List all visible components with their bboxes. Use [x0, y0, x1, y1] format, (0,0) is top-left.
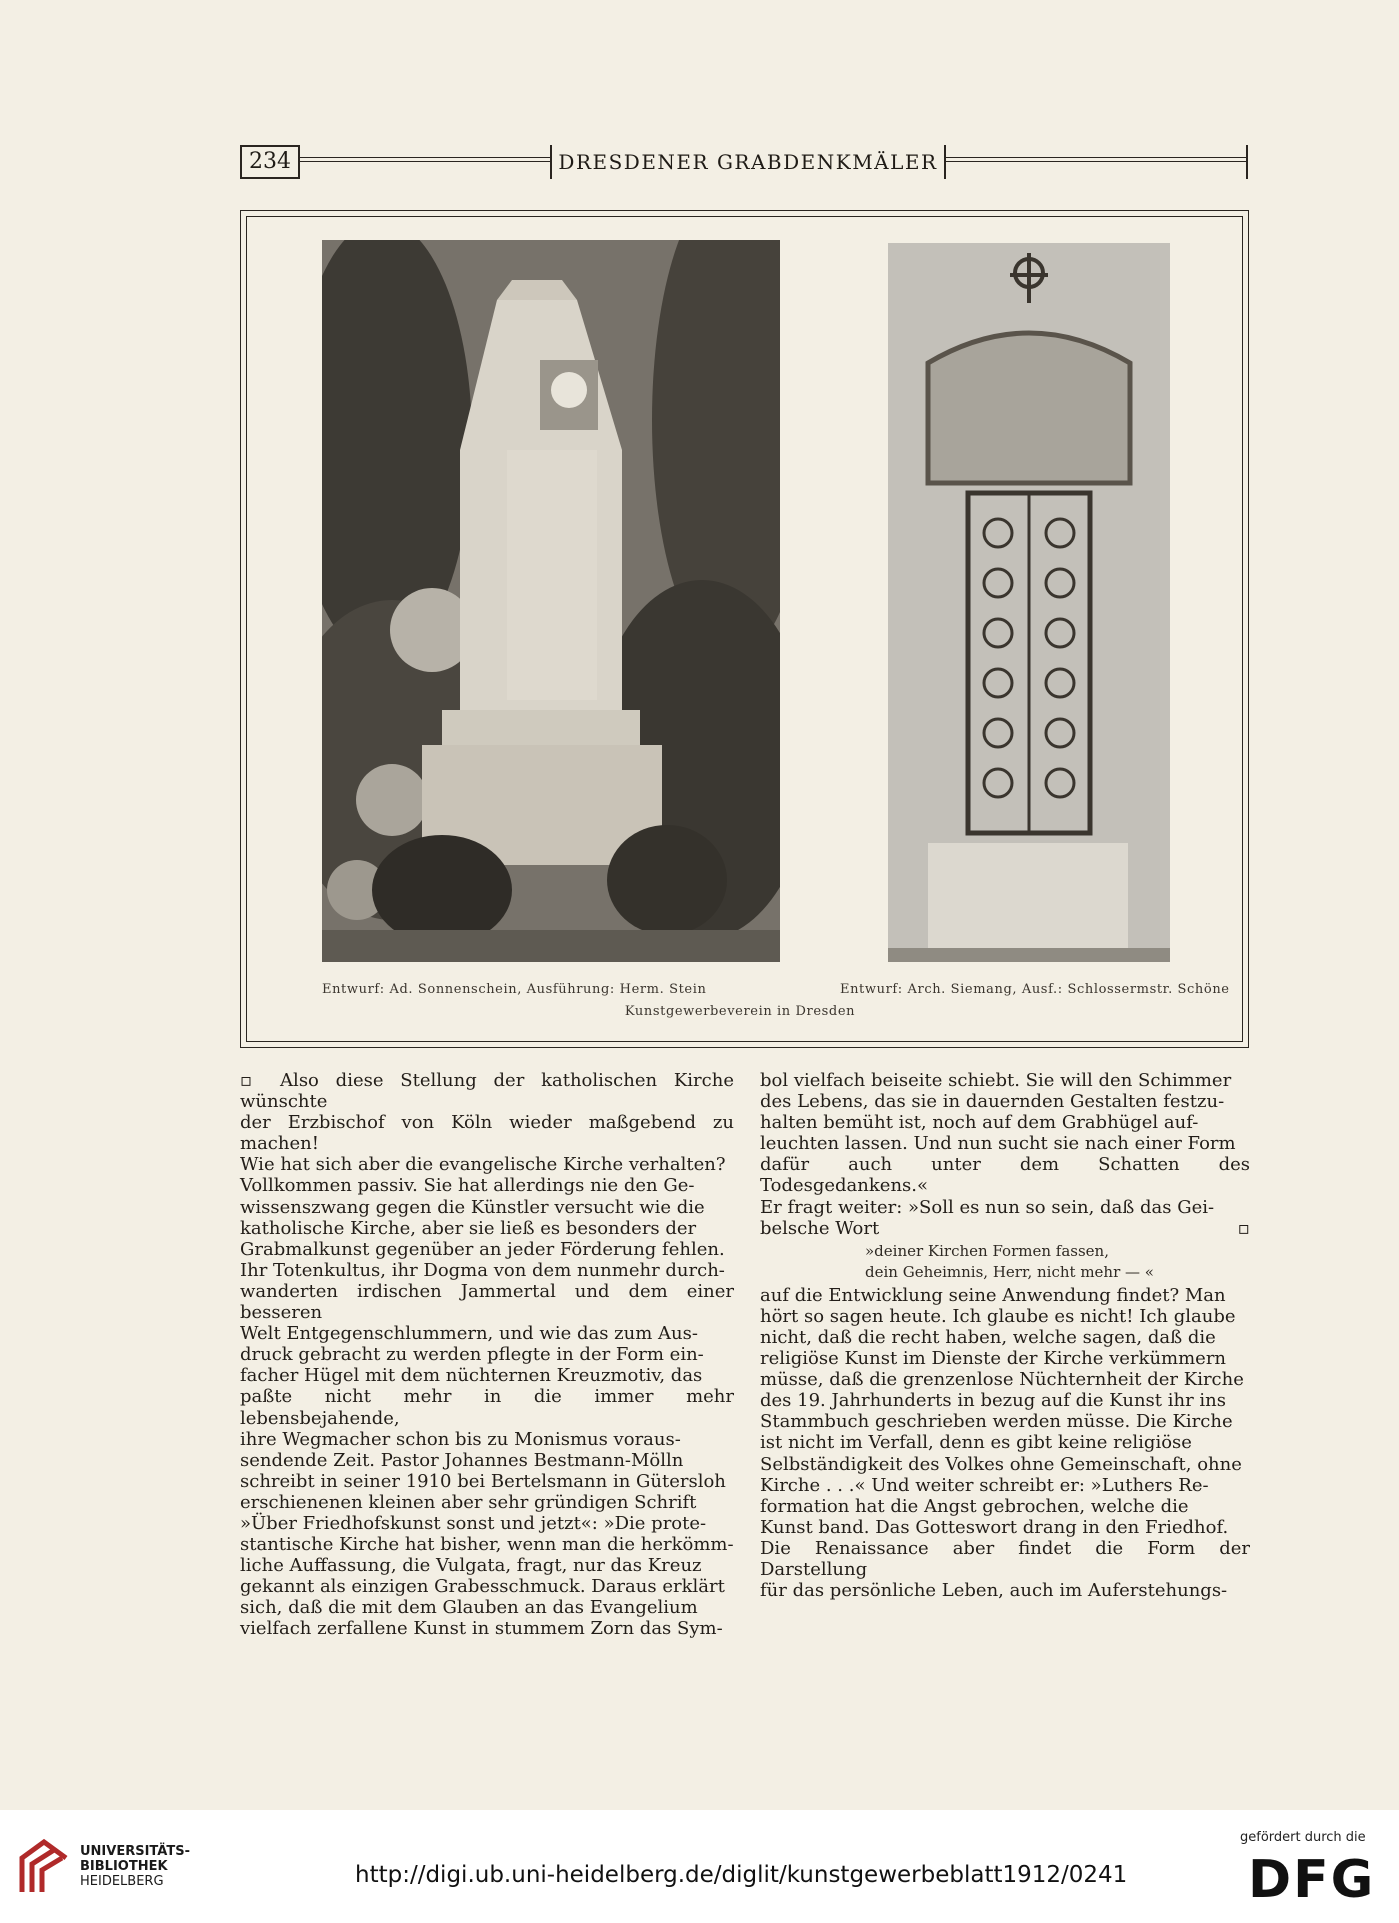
text-line: hört so sagen heute. Ich glaube es nicht! Ich glaube — [760, 1305, 1236, 1327]
page-number: 234 — [240, 145, 300, 179]
permalink-url[interactable]: http://digi.ub.uni-heidelberg.de/diglit/kunstgewerbeblatt1912/0241 — [355, 1862, 1128, 1888]
text-line: wissenszwang gegen die Künstler versucht wie die — [240, 1196, 705, 1218]
text-line: der Erzbischof von Köln wieder maßgebend zu machen! — [240, 1112, 734, 1155]
text-line: liche Auffassung, die Vulgata, fragt, nur das Kreuz — [240, 1555, 702, 1577]
funded-by-label: gefördert durch die — [1240, 1830, 1366, 1845]
text-line: erschienenen kleinen aber sehr gründigen Schrift — [240, 1491, 697, 1513]
text-line: für das persönliche Leben, auch im Auferstehungs- — [760, 1580, 1228, 1602]
iron-marker-illustration — [888, 243, 1170, 962]
text-line: ihre Wegmacher schon bis zu Monismus voraus- — [240, 1428, 681, 1450]
text-line: Grabmalkunst gegenüber an jeder Förderung fehlen. — [240, 1238, 725, 1260]
header-end-bar — [1246, 145, 1248, 179]
caption-right: Entwurf: Arch. Siemang, Ausf.: Schlossermstr. Schöne — [840, 982, 1230, 997]
text-line: Kirche . . .« Und weiter schreibt er: »Luthers Re- — [760, 1474, 1209, 1496]
text-line: druck gebracht zu werden pflegte in der Form ein- — [240, 1344, 704, 1366]
text-line: Selbständigkeit des Volkes ohne Gemeinschaft, ohne — [760, 1453, 1242, 1475]
text-line: Wie hat sich aber die evangelische Kirche verhalten? — [240, 1154, 726, 1176]
text-line: Stammbuch geschrieben werden müsse. Die Kirche — [760, 1411, 1233, 1433]
text-line: paßte nicht mehr in die immer mehr lebensbejahende, — [240, 1386, 734, 1429]
text-line: Er fragt weiter: »Soll es nun so sein, daß das Gei- — [760, 1196, 1215, 1218]
library-line: BIBLIOTHEK — [80, 1859, 168, 1874]
header-rule-left — [300, 157, 550, 162]
text-line: dafür auch unter dem Schatten des Todesgedankens.« — [760, 1154, 1250, 1197]
text-line: des Lebens, das sie in dauernden Gestalten festzu- — [760, 1091, 1225, 1113]
header-rule-right — [946, 157, 1248, 162]
library-name — [80, 1844, 190, 1889]
text-line: gekannt als einzigen Grabesschmuck. Daraus erklärt — [240, 1576, 725, 1598]
text-line: Kunst band. Das Gotteswort drang in den Friedhof. — [760, 1516, 1229, 1538]
university-library-logo-icon — [18, 1838, 70, 1896]
text-line: formation hat die Angst gebrochen, welche die — [760, 1495, 1189, 1517]
text-line: Die Renaissance aber findet die Form der Darstellung — [760, 1537, 1250, 1580]
text-line: sendende Zeit. Pastor Johannes Bestmann-Mölln — [240, 1449, 684, 1471]
text-column-left — [240, 1070, 734, 1640]
text-line: auf die Entwicklung seine Anwendung findet? Man — [760, 1284, 1226, 1306]
running-header — [240, 145, 1248, 179]
library-line: UNIVERSITÄTS- — [80, 1844, 190, 1859]
text-line: facher Hügel mit dem nüchternen Kreuzmotiv, das — [240, 1365, 703, 1387]
text-line: »Über Friedhofskunst sonst und jetzt«: »Die prote- — [240, 1512, 707, 1534]
running-title: DRESDENER GRABDENKMÄLER — [550, 145, 946, 179]
quote-line: »deiner Kirchen Formen fassen, — [865, 1241, 1109, 1260]
dfg-logo: DFG — [1248, 1850, 1376, 1910]
text-line: stantische Kirche hat bisher, wenn man die herkömm- — [240, 1534, 734, 1556]
text-line: vielfach zerfallene Kunst in stummem Zorn das Sym- — [240, 1618, 723, 1640]
caption-left: Entwurf: Ad. Sonnenschein, Ausführung: Herm. Stein — [322, 982, 707, 997]
photo-iron-grave-marker — [888, 243, 1170, 962]
caption-center: Kunstgewerbeverein in Dresden — [624, 1004, 856, 1019]
text-line: halten bemüht ist, noch auf dem Grabhügel auf- — [760, 1112, 1199, 1134]
text-line: wanderten irdischen Jammertal und dem einer besseren — [240, 1280, 734, 1324]
text-column-right — [760, 1070, 1250, 1601]
text-line: des 19. Jahrhunderts in bezug auf die Kunst ihr ins — [760, 1390, 1226, 1412]
text-line: religiöse Kunst im Dienste der Kirche verkümmern — [760, 1348, 1227, 1370]
text-line — [760, 1218, 1250, 1239]
text-line: katholische Kirche, aber sie ließ es besonders der — [240, 1217, 697, 1239]
text-line: schreibt in seiner 1910 bei Bertelsmann in Gütersloh — [240, 1470, 726, 1492]
text-line: bol vielfach beiseite schiebt. Sie will den Schimmer — [760, 1070, 1232, 1091]
verse-quote — [760, 1241, 1250, 1283]
text-line: müsse, daß die grenzenlose Nüchternheit der Kirche — [760, 1369, 1244, 1391]
text-line: sich, daß die mit dem Glauben an das Evangelium — [240, 1597, 698, 1619]
quote-line: dein Geheimnis, Herr, nicht mehr — « — [865, 1262, 1154, 1281]
text-line: leuchten lassen. Und nun sucht sie nach einer Form — [760, 1133, 1236, 1155]
text-line: ▫ Also diese Stellung der katholischen Kirche wünschte — [240, 1070, 734, 1113]
text-span: belsche Wort — [760, 1217, 880, 1239]
text-line: Vollkommen passiv. Sie hat allerdings nie den Ge- — [240, 1175, 695, 1197]
paragraph-square-mark: ▫ — [1237, 1217, 1250, 1239]
photo-gravestone-stein — [322, 240, 780, 962]
text-line: Welt Entgegenschlummern, und wie das zum Aus- — [240, 1323, 698, 1345]
gravestone-illustration — [322, 240, 780, 962]
text-line: Ihr Totenkultus, ihr Dogma von dem nunmehr durch- — [240, 1259, 725, 1281]
footer-bar — [0, 1810, 1399, 1923]
text-line: ist nicht im Verfall, denn es gibt keine religiöse — [760, 1432, 1192, 1454]
text-line: nicht, daß die recht haben, welche sagen, daß die — [760, 1326, 1216, 1348]
library-line: HEIDELBERG — [80, 1874, 164, 1889]
